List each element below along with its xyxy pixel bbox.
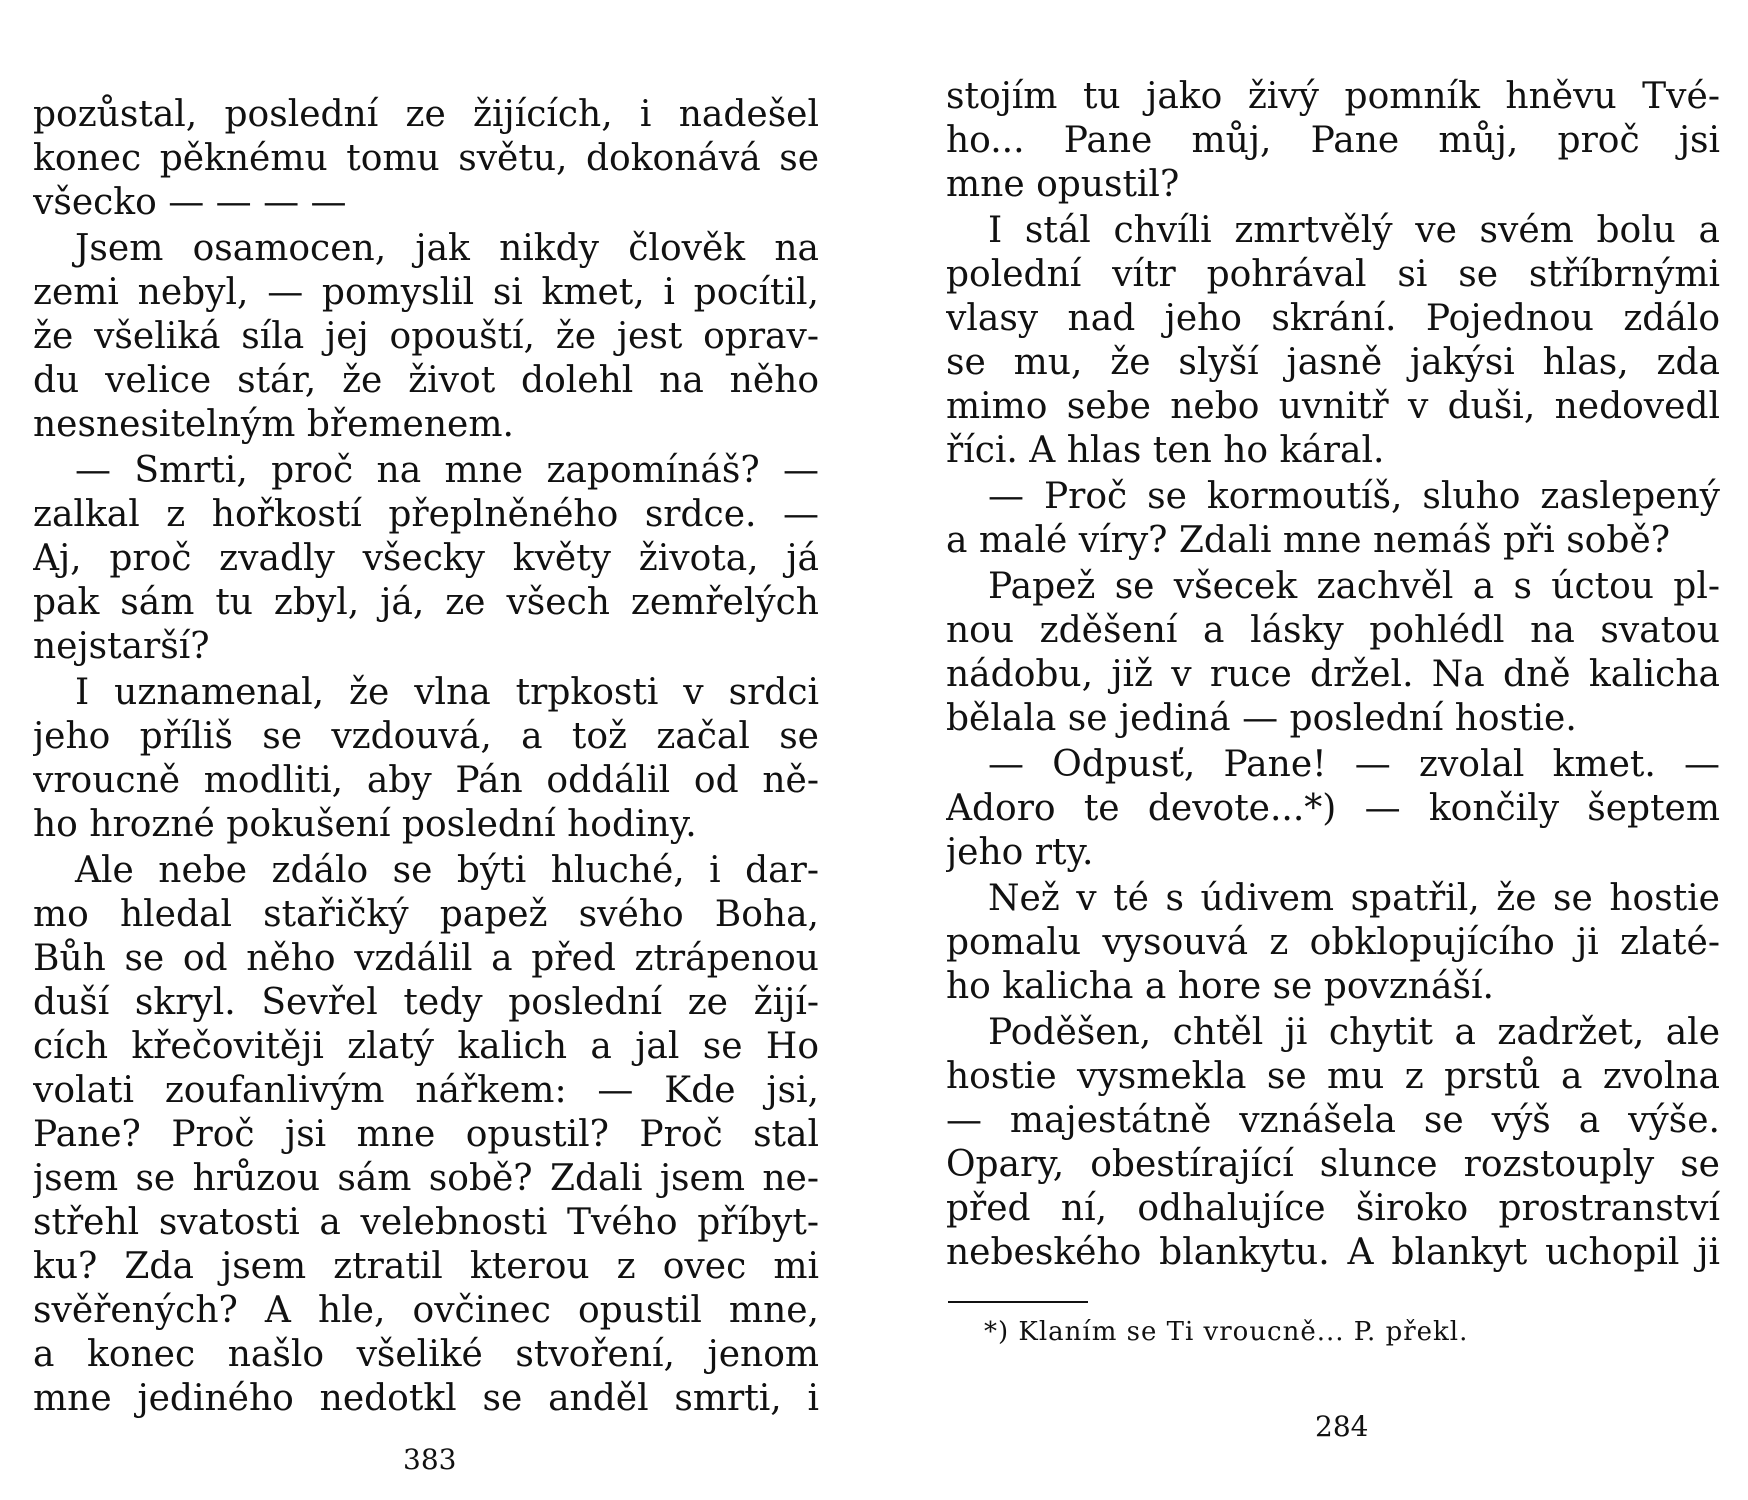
- text-line: — Odpusť, Pane! — zvolal kmet. —: [988, 744, 1720, 785]
- text-line: stojím tu jako živý pomník hněvu Tvé-: [946, 76, 1720, 117]
- left-page-text: [33, 93, 819, 1421]
- text-line: pak sám tu zbyl, já, ze všech zemřelých: [33, 582, 819, 623]
- left-page-number: 383: [403, 1443, 457, 1476]
- text-line: polední vítr pohrával si se stříbrnými: [946, 254, 1720, 295]
- text-line: Aj, proč zvadly všecky květy života, já: [33, 538, 819, 579]
- text-line: hostie vysmekla se mu z prstů a zvolna: [946, 1056, 1720, 1097]
- footnote: *) Klaním se Ti vroucně... P. překl.: [984, 1317, 1469, 1347]
- text-line: ho... Pane můj, Pane můj, proč jsi: [946, 120, 1720, 161]
- text-line: a malé víry? Zdali mne nemáš při sobě?: [946, 520, 1670, 561]
- text-line: nejstarší?: [33, 626, 210, 667]
- text-line: pomalu vysouvá z obklopujícího ji zlaté-: [946, 922, 1720, 963]
- text-line: konec pěknému tomu světu, dokonává se: [33, 138, 819, 179]
- right-page: [874, 0, 1748, 1500]
- text-line: Pane? Proč jsi mne opustil? Proč stal: [33, 1114, 819, 1155]
- text-line: Opary, obestírající slunce rozstouply se: [946, 1144, 1720, 1185]
- text-line: vlasy nad jeho skrání. Pojednou zdálo: [946, 298, 1720, 339]
- text-line: říci. A hlas ten ho káral.: [946, 430, 1385, 471]
- text-line: ho hrozné pokušení poslední hodiny.: [33, 804, 697, 845]
- text-line: Adoro te devote...*) — končily šeptem: [946, 788, 1720, 829]
- text-line: Poděšen, chtěl ji chytit a zadržet, ale: [988, 1012, 1720, 1053]
- text-line: — Proč se kormoutíš, sluho zaslepený: [988, 476, 1720, 517]
- text-line: Jsem osamocen, jak nikdy člověk na: [75, 228, 819, 269]
- text-line: nádobu, již v ruce držel. Na dně kalicha: [946, 654, 1720, 695]
- text-line: jeho rty.: [946, 832, 1094, 873]
- text-line: mimo sebe nebo uvnitř v duši, nedovedl: [946, 386, 1720, 427]
- right-page-number: 284: [1315, 1410, 1369, 1443]
- text-line: cích křečovitěji zlatý kalich a jal se Ho: [33, 1026, 819, 1067]
- text-line: ho kalicha a hore se povznáší.: [946, 966, 1494, 1007]
- text-line: všecko — — — —: [33, 182, 347, 223]
- text-line: střehl svatosti a velebnosti Tvého příbyt-: [33, 1202, 819, 1243]
- text-line: zemi nebyl, — pomyslil si kmet, i pocítil,: [33, 272, 819, 313]
- text-line: mo hledal stařičký papež svého Boha,: [33, 894, 819, 935]
- text-line: svěřených? A hle, ovčinec opustil mne,: [33, 1290, 819, 1331]
- text-line: Ale nebe zdálo se býti hluché, i dar-: [75, 850, 819, 891]
- text-line: zalkal z hořkostí přeplněného srdce. —: [33, 494, 819, 535]
- text-line: ku? Zda jsem ztratil kterou z ovec mi: [33, 1246, 819, 1287]
- text-line: Bůh se od něho vzdálil a před ztrápenou: [33, 938, 819, 979]
- text-line: Než v té s údivem spatřil, že se hostie: [988, 878, 1720, 919]
- footnote-rule: [948, 1301, 1088, 1303]
- text-line: Papež se všecek zachvěl a s úctou pl-: [988, 566, 1720, 607]
- text-line: nesnesitelným břemenem.: [33, 404, 514, 445]
- text-line: duší skryl. Sevřel tedy poslední ze žijí-: [33, 982, 819, 1023]
- text-line: před ní, odhalujíce široko prostranství: [946, 1188, 1720, 1229]
- text-line: jsem se hrůzou sám sobě? Zdali jsem ne-: [33, 1158, 819, 1199]
- text-line: mne opustil?: [946, 164, 1180, 205]
- text-line: I uznamenal, že vlna trpkosti v srdci: [75, 672, 819, 713]
- text-line: nebeského blankytu. A blankyt uchopil ji: [946, 1232, 1720, 1273]
- text-line: mne jediného nedotkl se anděl smrti, i: [33, 1378, 819, 1419]
- text-line: du velice stár, že život dolehl na něho: [33, 360, 819, 401]
- text-line: I stál chvíli zmrtvělý ve svém bolu a: [988, 210, 1720, 251]
- text-line: a konec našlo všeliké stvoření, jenom: [33, 1334, 819, 1375]
- text-line: nou zděšení a lásky pohlédl na svatou: [946, 610, 1720, 651]
- text-line: vroucně modliti, aby Pán oddálil od ně-: [33, 760, 819, 801]
- text-line: se mu, že slyší jasně jakýsi hlas, zda: [946, 342, 1720, 383]
- text-line: — Smrti, proč na mne zapomínáš? —: [75, 450, 819, 491]
- text-line: volati zoufanlivým nářkem: — Kde jsi,: [33, 1070, 819, 1111]
- text-line: že všeliká síla jej opouští, že jest oprav-: [33, 316, 819, 357]
- text-line: bělala se jediná — poslední hostie.: [946, 698, 1577, 739]
- text-line: jeho příliš se vzdouvá, a tož začal se: [33, 716, 819, 757]
- text-line: — majestátně vznášela se výš a výše.: [946, 1100, 1720, 1141]
- right-page-text: [946, 75, 1720, 1275]
- text-line: pozůstal, poslední ze žijících, i nadešel: [33, 94, 819, 135]
